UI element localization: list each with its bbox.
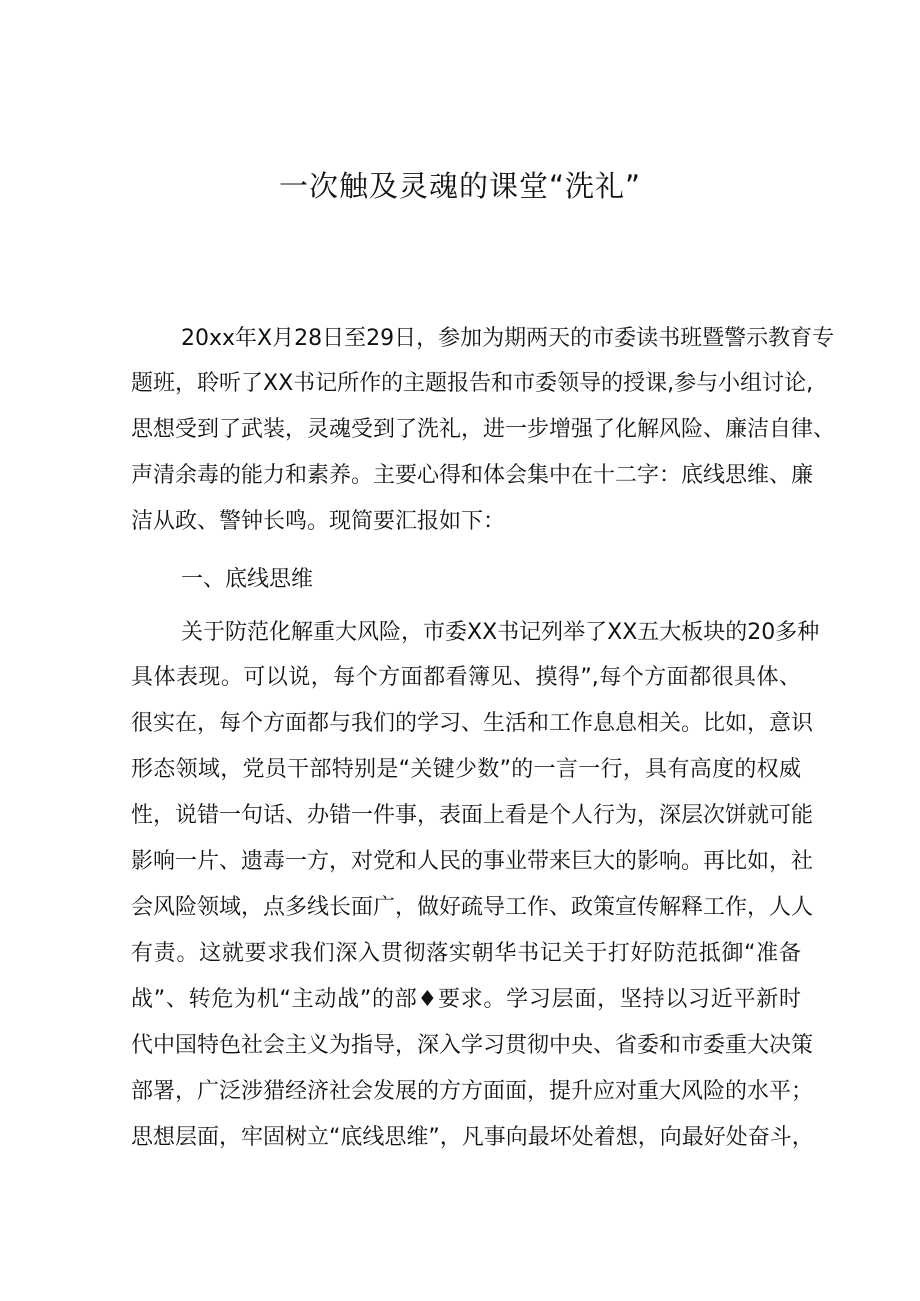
paragraph-2-line-4: 形态领域，党员干部特别是“关键少数”的一言一行，具有高度的权威 [131,757,801,782]
paragraph-1-line-2: 题班，聆听了XX书记所作的主题报告和市委领导的授课,参与小组讨论, [131,371,814,396]
paragraph-1-line-3: 思想受到了武装，灵魂受到了洗礼，进一步增强了化解风险、廉洁自律、 [131,417,836,442]
paragraph-1-line-5: 洁从政、警钟长鸣。现简要汇报如下： [131,509,506,534]
paragraph-2-line-11: 部署，广泛涉猎经济社会发展的方方面面，提升应对重大风险的水平； [131,1079,814,1104]
document-title: 一次触及灵魂的课堂“洗礼” [278,169,642,203]
paragraph-2-line-6: 影响一片、遗毒一方，对党和人民的事业带来巨大的影响。再比如，社 [131,849,814,874]
paragraph-1-line-1: 20xx年X月28日至29日，参加为期两天的市委读书班暨警示教育专 [181,326,835,351]
paragraph-2-line-3: 很实在，每个方面都与我们的学习、生活和工作息息相关。比如，意识 [131,711,814,736]
section-heading: 一、底线思维 [181,567,314,592]
paragraph-2-line-2: 具体表现。可以说，每个方面都看簿见、摸得”,每个方面都很具体、 [131,665,801,690]
paragraph-2-line-9: 战”、转危为机“主动战”的部♦要求。学习层面，坚持以习近平新时 [131,987,801,1012]
paragraph-2-line-5: 性，说错一句话、办错一件事，表面上看是个人行为，深层次饼就可能 [131,803,814,828]
paragraph-2-line-10: 代中国特色社会主义为指导，深入学习贯彻中央、省委和市委重大决策 [131,1033,814,1058]
paragraph-2-line-7: 会风险领域，点多线长面广，做好疏导工作、政策宣传解释工作，人人 [131,895,814,920]
paragraph-2-line-12: 思想层面，牢固树立“底线思维”，凡事向最坏处着想，向最好处奋斗， [131,1125,814,1150]
paragraph-2-line-8: 有责。这就要求我们深入贯彻落实朝华书记关于打好防范抵御“准备 [131,941,801,966]
paragraph-1-line-4: 声清余毒的能力和素养。主要心得和体会集中在十二字：底线思维、廉 [131,463,814,488]
paragraph-2-line-1: 关于防范化解重大风险，市委XX书记列举了XX五大板块的20多种 [181,620,820,645]
